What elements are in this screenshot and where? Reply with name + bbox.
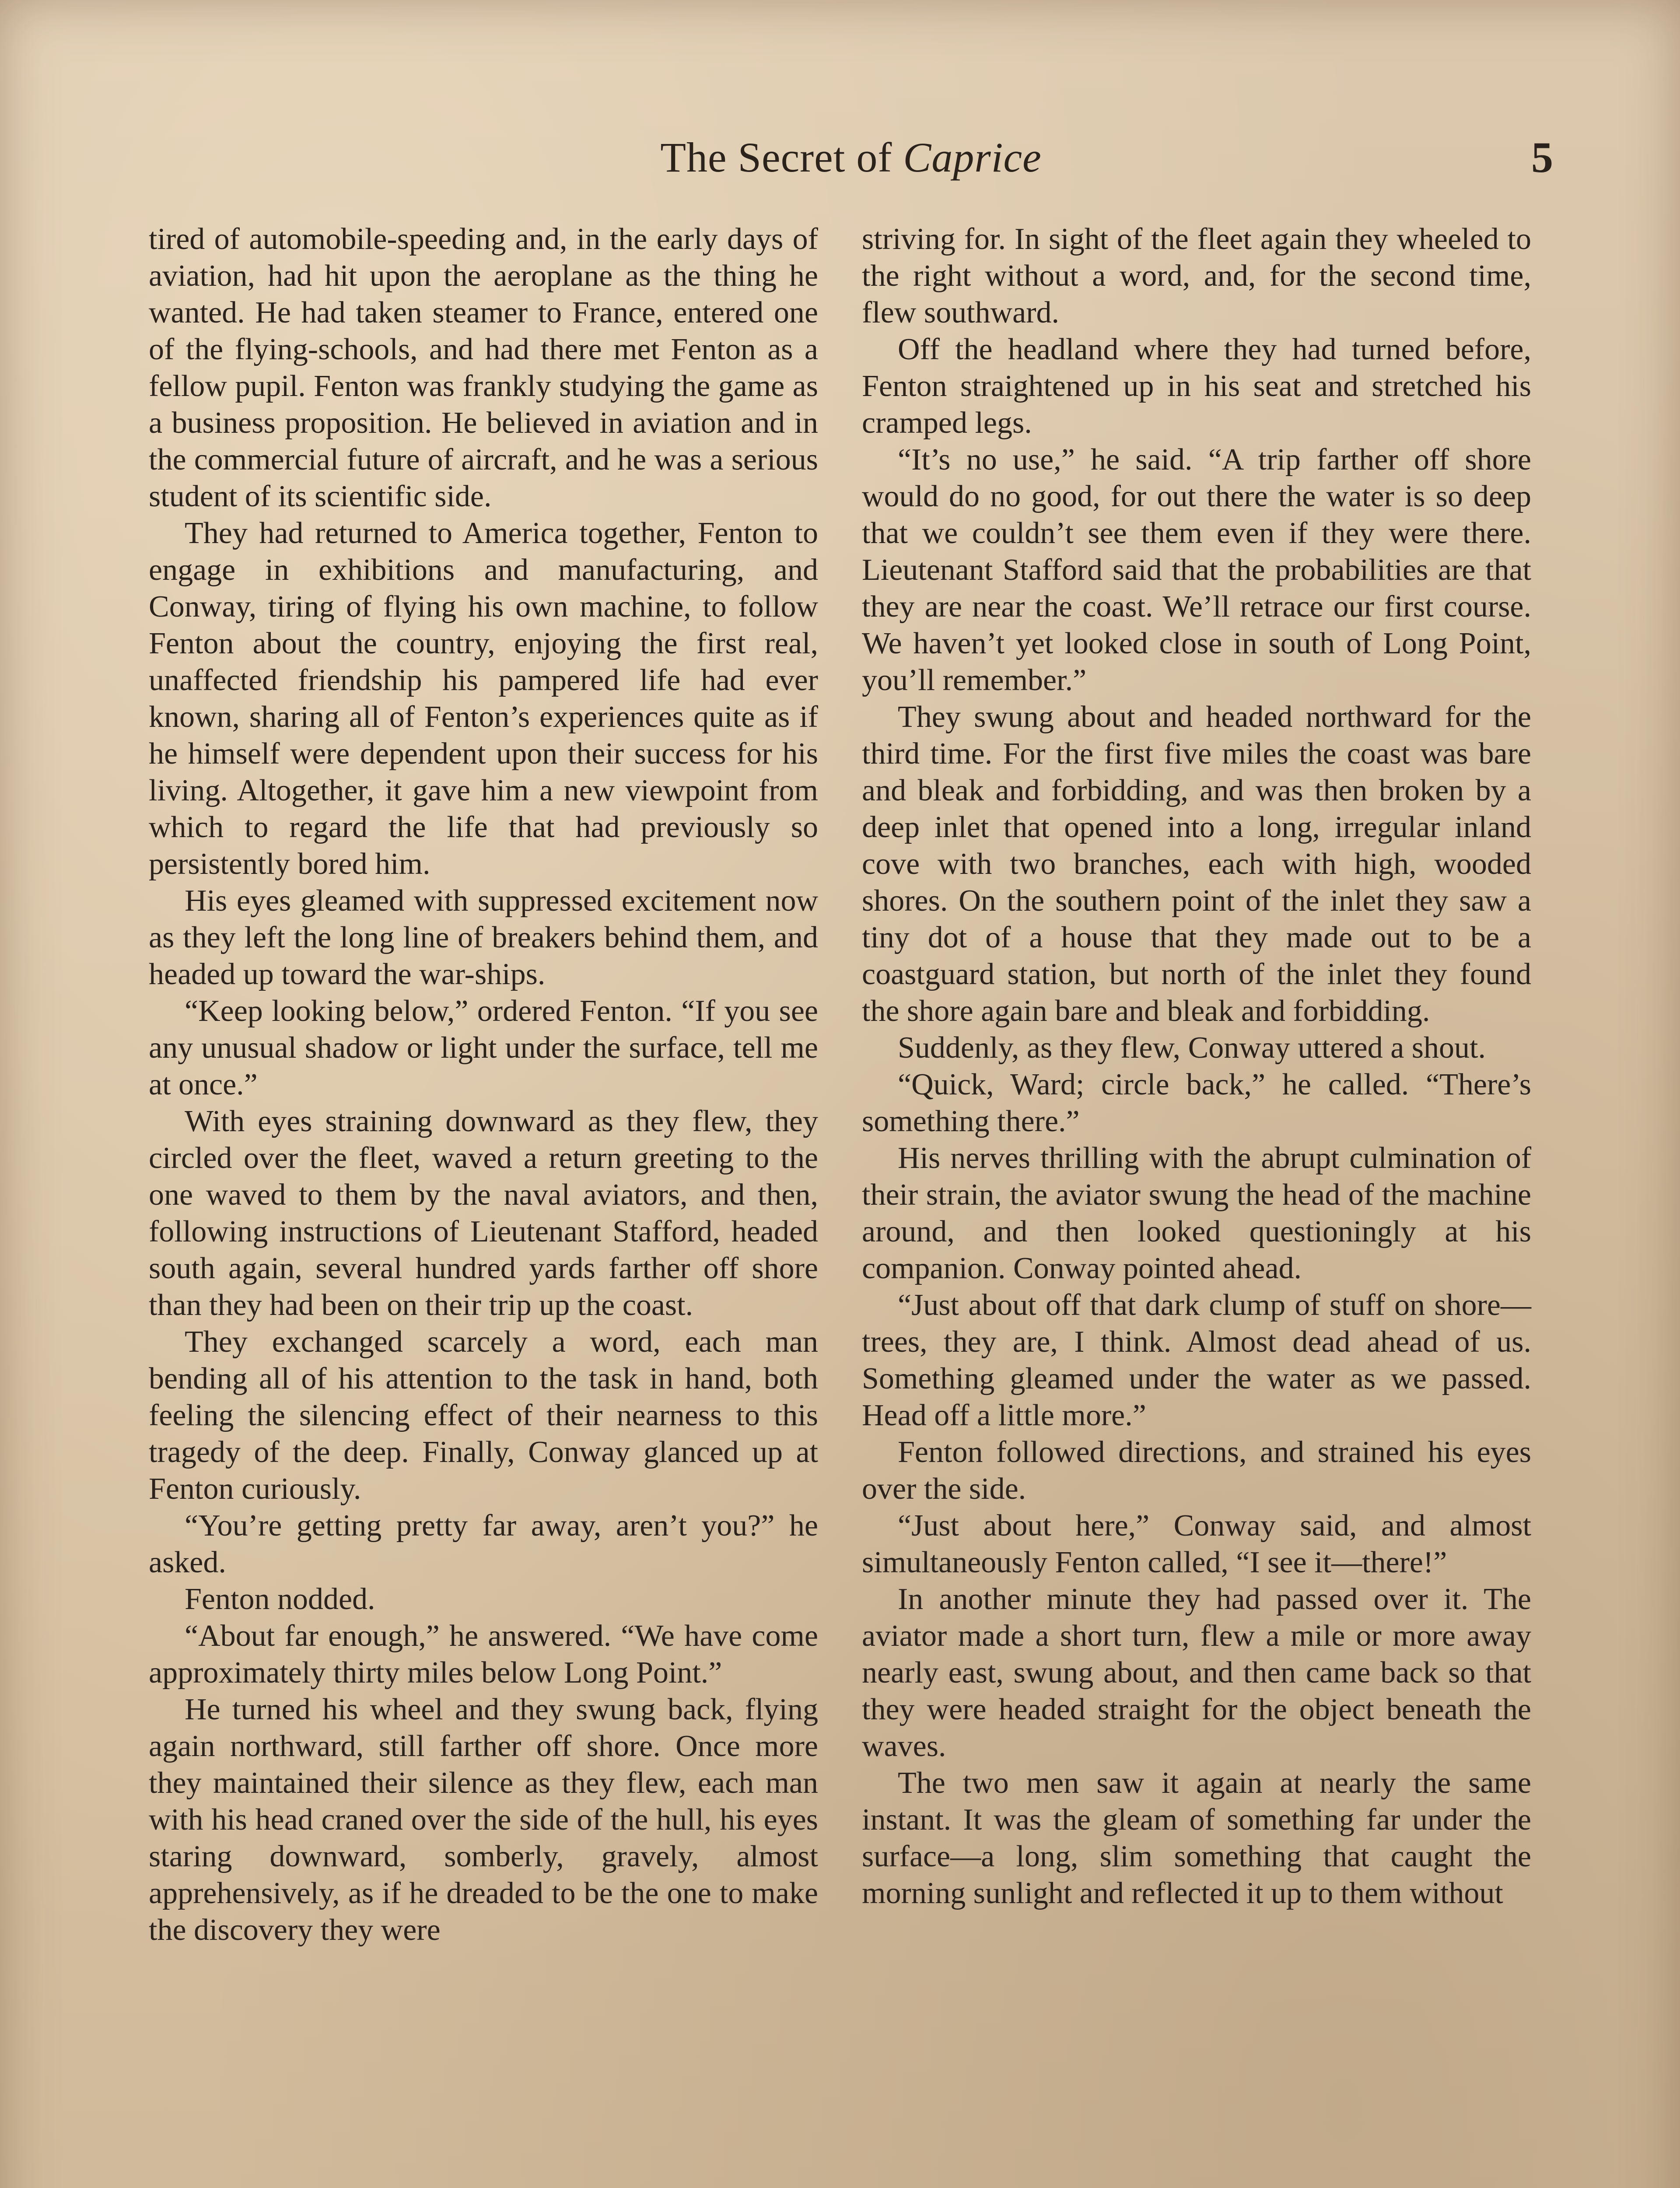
paragraph: striving for. In sight of the fleet again they wheeled to the right without a word, and, for the second time, flew southward. bbox=[862, 222, 1531, 330]
page-number: 5 bbox=[1531, 133, 1553, 182]
paragraph: With eyes straining downward as they flew, they circled over the fleet, waved a return greeting to the one waved to them by the naval aviators, and then, following instructions of Lieutenant Stafford, headed south again, several hundred yards farther off shore than they had been on their trip up the coast. bbox=[149, 1105, 818, 1322]
paragraph: “Just about here,” Conway said, and almost simultaneously Fenton called, “I see it—there!” bbox=[862, 1509, 1531, 1579]
paragraph: “It’s no use,” he said. “A trip farther off shore would do no good, for out there the water is so deep that we couldn’t see them even if they were there. Lieutenant Stafford said that the probabilities are that they are near the coast. We’ll retrace our first course. We haven’t yet looked close in south of Long Point, you’ll remember.” bbox=[862, 443, 1531, 697]
running-head-title: The Secret of bbox=[660, 134, 903, 181]
paragraph: In another minute they had passed over it. The aviator made a short turn, flew a mile or more away nearly east, swung about, and then came back so that they were headed straight for the object beneath the waves. bbox=[862, 1582, 1531, 1763]
running-head-italic-title: Caprice bbox=[903, 134, 1042, 181]
text-columns bbox=[149, 221, 1542, 2188]
paragraph: They swung about and headed northward for the third time. For the first five miles the coast was bare and bleak and forbidding, and was then broken by a deep inlet that opened into a long, irregular inland cove with two branches, each with high, wooded shores. On the southern point of the inlet they saw a tiny dot of a house that they made out to be a coastguard station, but north of the inlet they found the shore again bare and bleak and forbidding. bbox=[862, 700, 1531, 1028]
paragraph: “Quick, Ward; circle back,” he called. “There’s something there.” bbox=[862, 1068, 1531, 1138]
left-column bbox=[149, 221, 818, 1949]
paragraph: tired of automobile-speeding and, in the early days of aviation, had hit upon the aeroplane as the thing he wanted. He had taken steamer to France, entered one of the flying-schools, and had there met Fenton as a fellow pupil. Fenton was frankly studying the game as a business proposition. He believed in aviation and in the commercial future of aircraft, and he was a serious student of its scientific side. bbox=[149, 222, 818, 513]
paragraph: “Keep looking below,” ordered Fenton. “If you see any unusual shadow or light under the surface, tell me at once.” bbox=[149, 994, 818, 1101]
paragraph: “You’re getting pretty far away, aren’t you?” he asked. bbox=[149, 1509, 818, 1579]
paragraph: “About far enough,” he answered. “We have come approximately thirty miles below Long Point.” bbox=[149, 1619, 818, 1690]
paragraph: Fenton followed directions, and strained his eyes over the side. bbox=[862, 1435, 1531, 1506]
paragraph: His nerves thrilling with the abrupt culmination of their strain, the aviator swung the head of the machine around, and then looked questioningly at his companion. Conway pointed ahead. bbox=[862, 1141, 1531, 1285]
paragraph: His eyes gleamed with suppressed excitement now as they left the long line of breakers behind them, and headed up toward the war-ships. bbox=[149, 884, 818, 991]
paragraph: Off the headland where they had turned before, Fenton straightened up in his seat and stretched his cramped legs. bbox=[862, 333, 1531, 440]
page-header bbox=[149, 127, 1553, 188]
paragraph: He turned his wheel and they swung back, flying again northward, still farther off shore. Once more they maintained their silence as they flew, each man with his head craned over the side of the hull, his eyes staring downward, somberly, gravely, almost apprehensively, as if he dreaded to be the one to make the discovery they were bbox=[149, 1693, 818, 1947]
running-head bbox=[149, 127, 1553, 188]
paragraph: Fenton nodded. bbox=[185, 1582, 375, 1616]
paragraph: “Just about off that dark clump of stuff on shore—trees, they are, I think. Almost dead ahead of us. Something gleamed under the water as we passed. Head off a little more.” bbox=[862, 1288, 1531, 1432]
paragraph: They exchanged scarcely a word, each man bending all of his attention to the task in hand, both feeling the silencing effect of their nearness to this tragedy of the deep. Finally, Conway glanced up at Fenton curiously. bbox=[149, 1325, 818, 1506]
right-column bbox=[862, 221, 1531, 1912]
paragraph: Suddenly, as they flew, Conway uttered a shout. bbox=[898, 1031, 1486, 1065]
paragraph: The two men saw it again at nearly the same instant. It was the gleam of something far under the surface—a long, slim something that caught the morning sunlight and reflected it up to them without bbox=[862, 1766, 1531, 1910]
paragraph: They had returned to America together, Fenton to engage in exhibitions and manufacturing, and Conway, tiring of flying his own machine, to follow Fenton about the country, enjoying the first real, unaffected friendship his pampered life had ever known, sharing all of Fenton’s experiences quite as if he himself were dependent upon their success for his living. Altogether, it gave him a new viewpoint from which to regard the life that had previously so persistently bored him. bbox=[149, 516, 818, 881]
